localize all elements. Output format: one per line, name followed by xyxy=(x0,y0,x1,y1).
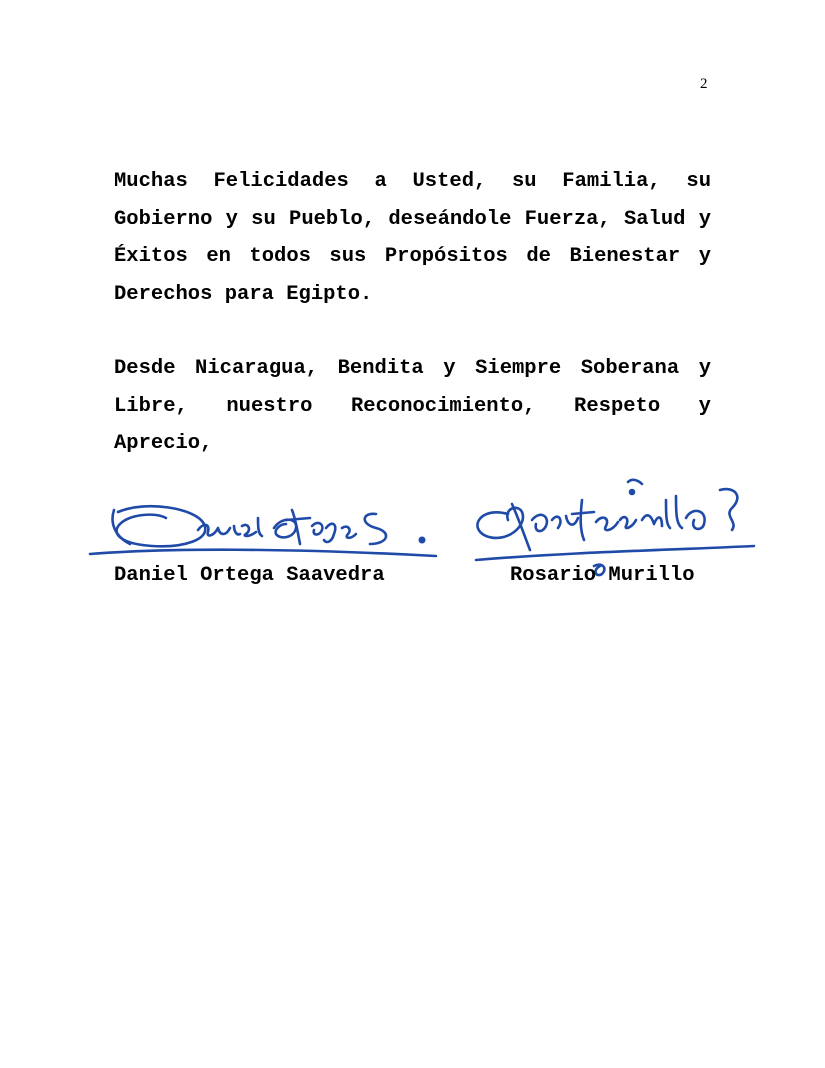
letter-paragraph-salutation: Desde Nicaragua, Bendita y Siempre Soberana y Libre, nuestro Reconocimiento, Respeto y Aprecio, xyxy=(114,357,711,456)
letter-paragraph-closing-wishes: Muchas Felicidades a Usted, su Familia, su Gobierno y su Pueblo, deseándole Fuerza, Salud y Éxitos en todos sus Propósitos de Bienestar y Derechos para Egipto. xyxy=(114,170,711,307)
signer-name-murillo: Rosario Murillo xyxy=(510,564,695,587)
signature-ortega-image xyxy=(86,490,446,570)
page-number: 2 xyxy=(700,76,708,92)
signer-name-ortega: Daniel Ortega Saavedra xyxy=(114,564,385,587)
